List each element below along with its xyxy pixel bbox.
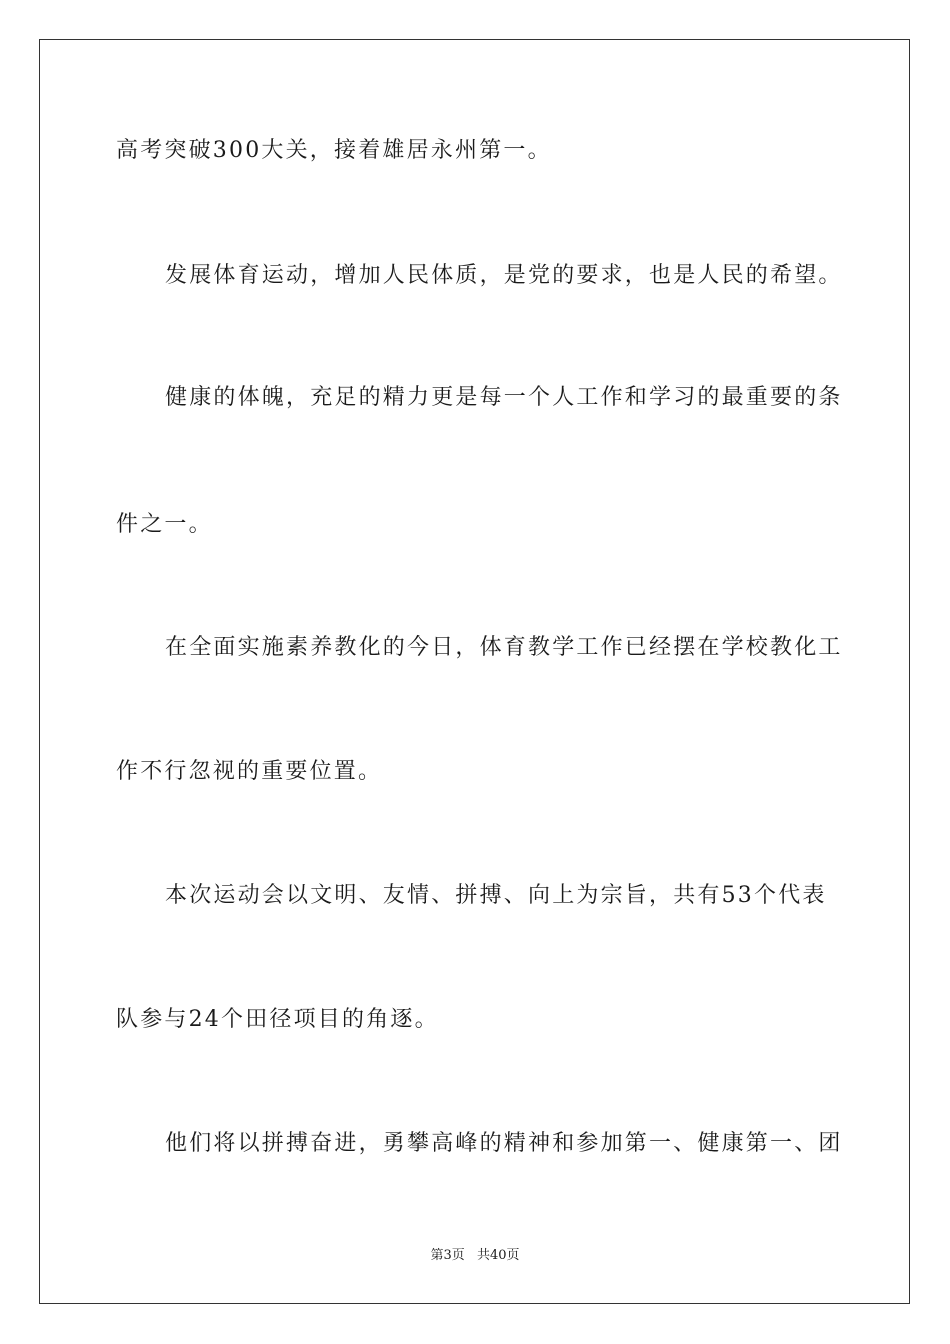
- total-pages: 共40页: [476, 1248, 520, 1263]
- text-line-5: 在全面实施素养教化的今日，体育教学工作已经摆在学校教化工: [165, 635, 843, 660]
- text-line-7: 本次运动会以文明、友情、拼搏、向上为宗旨，共有53个代表: [165, 883, 827, 908]
- text-line-6: 作不行忽视的重要位置。: [116, 759, 383, 784]
- text-line-8: 队参与24个田径项目的角逐。: [116, 1007, 439, 1032]
- text-line-4: 件之一。: [116, 512, 213, 537]
- text-line-9: 他们将以拼搏奋进，勇攀高峰的精神和参加第一、健康第一、团: [165, 1131, 843, 1156]
- page-number: 第3页: [430, 1248, 465, 1263]
- page-frame: [39, 39, 910, 1304]
- text-line-1: 高考突破300大关，接着雄居永州第一。: [116, 138, 552, 163]
- page-footer: [0, 1247, 950, 1265]
- text-line-3: 健康的体魄，充足的精力更是每一个人工作和学习的最重要的条: [165, 385, 843, 410]
- text-line-2: 发展体育运动，增加人民体质，是党的要求，也是人民的希望。: [165, 263, 843, 288]
